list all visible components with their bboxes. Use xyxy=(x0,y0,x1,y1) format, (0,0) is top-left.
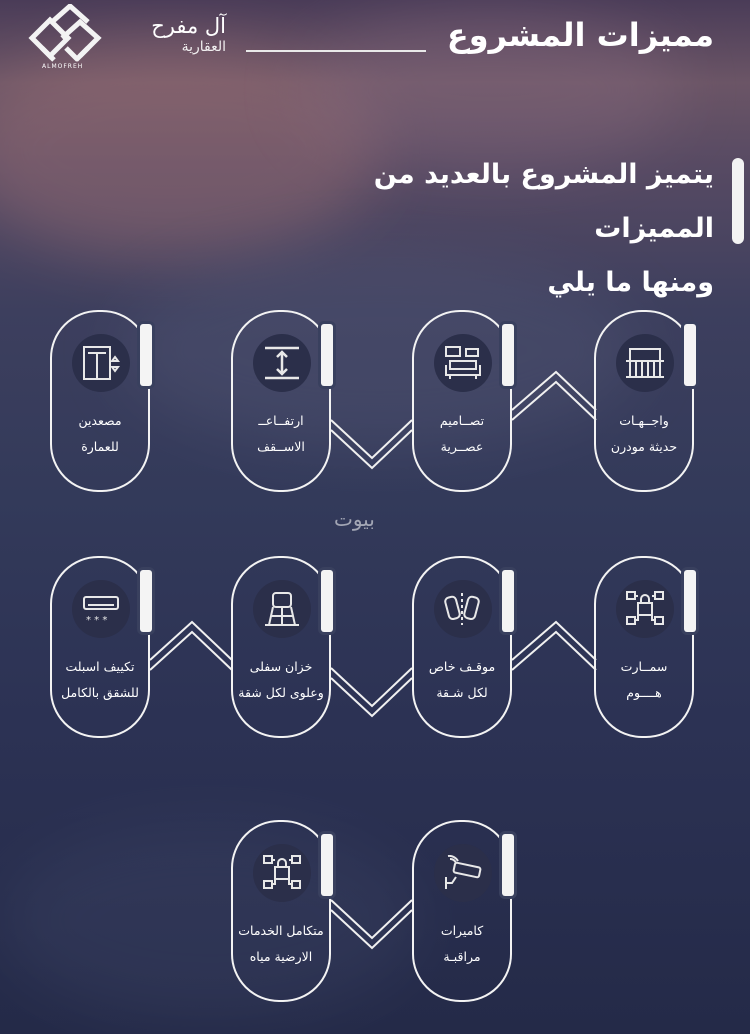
feature-title: مصعدين xyxy=(78,413,122,428)
feature-card-tanks xyxy=(231,556,331,738)
feature-subtitle: لكل شـقة xyxy=(436,685,488,700)
feature-card-services xyxy=(231,820,331,1002)
sofa-icon xyxy=(434,334,492,392)
feature-subtitle: للعمارة xyxy=(81,439,119,454)
air-conditioner-icon xyxy=(72,580,130,638)
feature-card-facades xyxy=(594,310,694,492)
feature-title: متكامل الخدمات xyxy=(238,923,324,938)
brand-line1: آل مفرح xyxy=(151,14,226,38)
feature-subtitle: عصــرية xyxy=(440,439,484,454)
feature-title: سمــارت xyxy=(620,659,668,674)
ceiling-height-icon xyxy=(253,334,311,392)
security-camera-icon xyxy=(434,844,492,902)
feature-title: خزان سفلى xyxy=(249,659,313,674)
page-title: مميزات المشروع xyxy=(446,16,714,54)
brand-latin: ALMOFREH xyxy=(42,63,84,70)
feature-subtitle: حديثة مودرن xyxy=(610,439,678,454)
brand-line2: العقارية xyxy=(181,39,226,55)
feature-subtitle: مراقبـة xyxy=(443,949,481,964)
intro-line1: يتميز المشروع بالعديد من المميزات xyxy=(373,159,714,244)
feature-card-elevators xyxy=(50,310,150,492)
feature-card-smarthome xyxy=(594,556,694,738)
feature-title: موقـف خاص xyxy=(428,659,496,674)
watermark: بيوت xyxy=(334,507,375,531)
feature-card-designs xyxy=(412,310,512,492)
feature-subtitle: الاســقف xyxy=(257,439,305,454)
feature-card-cameras xyxy=(412,820,512,1002)
intro-line2: ومنها ما يلي xyxy=(547,267,714,298)
feature-card-ac xyxy=(50,556,150,738)
car-parking-icon xyxy=(434,580,492,638)
svg-text:* * *: * * * xyxy=(86,615,108,626)
elevator-icon xyxy=(72,334,130,392)
feature-title: تكييف اسبلت xyxy=(65,659,135,674)
feature-subtitle: هــــوم xyxy=(626,685,662,700)
feature-title: ارتفــاعــ xyxy=(258,413,304,428)
feature-subtitle: للشقق بالكامل xyxy=(61,685,139,700)
feature-card-parking xyxy=(412,556,512,738)
feature-title: تصــاميم xyxy=(439,413,485,428)
feature-title: كاميرات xyxy=(440,923,484,938)
balcony-icon xyxy=(616,334,674,392)
water-tank-icon xyxy=(253,580,311,638)
circuit-lock-icon xyxy=(253,844,311,902)
feature-subtitle: الارضية مياه xyxy=(249,949,313,964)
feature-card-ceilings xyxy=(231,310,331,492)
smart-lock-icon xyxy=(616,580,674,638)
feature-subtitle: وعلوى لكل شقة xyxy=(238,685,324,700)
feature-title: واجــهـات xyxy=(619,413,669,428)
